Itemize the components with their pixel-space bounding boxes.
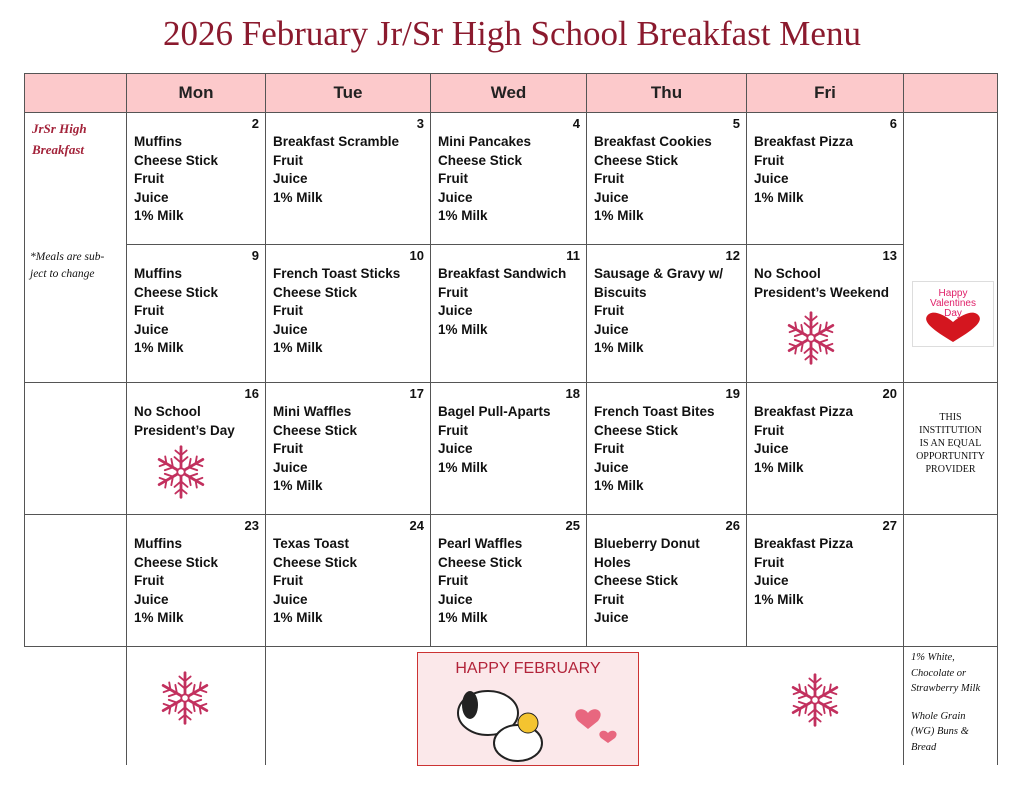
milk-line: Chocolate or <box>911 667 967 679</box>
day-cell <box>747 515 904 647</box>
menu-item: 1% Milk <box>273 189 323 205</box>
menu-item: Fruit <box>438 284 468 300</box>
day-cell <box>747 113 904 245</box>
menu-item: Juice <box>273 591 308 607</box>
snowflake-icon <box>157 667 213 734</box>
menu-item: Juice <box>754 171 789 187</box>
header-blank-left <box>25 74 127 113</box>
menu-item: Holes <box>594 554 631 570</box>
menu-item: Mini Pancakes <box>438 134 532 149</box>
menu-items <box>594 403 715 496</box>
menu-item: Cheese Stick <box>134 284 219 300</box>
menu-item: Juice <box>754 441 789 457</box>
header-blank-right <box>904 74 998 113</box>
side-title-line: JrSr High <box>32 121 87 136</box>
day-number: 26 <box>725 518 740 533</box>
menu-item: 1% Milk <box>438 321 488 337</box>
banner-cell <box>431 647 747 765</box>
menu-item: 1% Milk <box>594 340 644 356</box>
equal-opportunity-cell <box>904 383 998 515</box>
menu-item: Breakfast Sandwich <box>438 266 567 281</box>
menu-items <box>134 133 218 226</box>
day-number: 11 <box>566 248 580 263</box>
day-cell <box>127 113 266 245</box>
menu-item: Cheese Stick <box>438 554 523 570</box>
valentine-image <box>912 281 994 347</box>
menu-item: 1% Milk <box>594 208 644 224</box>
day-cell <box>431 113 587 245</box>
menu-item: 1% Milk <box>134 208 184 224</box>
meals-note-line: ject to change <box>30 268 95 280</box>
valentine-text: Valentines <box>930 298 976 309</box>
day-number: 23 <box>244 518 259 533</box>
menu-items <box>594 265 723 358</box>
header-thu: Thu <box>587 74 747 113</box>
menu-item: President’s Weekend <box>754 284 890 300</box>
eq-line: THIS <box>939 412 962 423</box>
day-number: 24 <box>409 518 424 533</box>
menu-item: 1% Milk <box>594 478 644 494</box>
day-number: 16 <box>244 386 259 401</box>
menu-item: No School <box>134 404 201 419</box>
day-cell <box>127 245 266 383</box>
day-number: 12 <box>725 248 740 263</box>
menu-item: Juice <box>273 459 308 475</box>
day-number: 5 <box>732 116 740 131</box>
happy-february-image <box>417 652 639 766</box>
day-cell <box>127 515 266 647</box>
menu-items <box>273 403 357 496</box>
day-cell <box>431 245 587 383</box>
menu-item: Breakfast Pizza <box>754 536 854 551</box>
menu-item: Fruit <box>754 554 784 570</box>
menu-item: 1% Milk <box>754 591 804 607</box>
equal-opportunity-statement <box>904 411 997 476</box>
eq-line: INSTITUTION <box>919 425 982 436</box>
snowflake-icon <box>783 307 839 374</box>
menu-item: 1% Milk <box>754 189 804 205</box>
menu-items <box>273 535 357 628</box>
menu-item: Cheese Stick <box>594 422 679 438</box>
menu-item: 1% Milk <box>438 208 488 224</box>
menu-item: Biscuits <box>594 284 647 300</box>
milk-line: 1% White, <box>911 652 955 663</box>
menu-item: Fruit <box>273 441 303 457</box>
day-number: 25 <box>565 518 580 533</box>
menu-item: Juice <box>134 189 169 205</box>
day-cell <box>266 245 431 383</box>
valentine-text: Day <box>944 308 962 319</box>
menu-item: Mini Waffles <box>273 404 352 419</box>
day-cell <box>266 383 431 515</box>
menu-item: Cheese Stick <box>594 152 679 168</box>
menu-items <box>273 133 399 207</box>
menu-item: Juice <box>594 610 629 626</box>
day-number: 17 <box>409 386 424 401</box>
milk-line: Bread <box>911 741 937 753</box>
menu-item: 1% Milk <box>754 459 804 475</box>
menu-item: French Toast Sticks <box>273 266 401 281</box>
menu-item: Fruit <box>594 171 624 187</box>
menu-item: Fruit <box>273 152 303 168</box>
menu-item: 1% Milk <box>134 610 184 626</box>
menu-item: Juice <box>438 303 473 319</box>
eq-line: PROVIDER <box>925 464 976 475</box>
day-number: 18 <box>565 386 580 401</box>
blank-cell <box>266 647 431 765</box>
menu-item: Juice <box>273 171 308 187</box>
header-wed: Wed <box>431 74 587 113</box>
menu-items <box>754 133 853 207</box>
menu-item: Cheese Stick <box>594 573 679 589</box>
menu-item: 1% Milk <box>438 459 488 475</box>
day-number: 13 <box>882 248 897 263</box>
menu-items <box>594 535 700 628</box>
menu-calendar <box>24 73 998 765</box>
day-cell <box>431 515 587 647</box>
day-number: 6 <box>889 116 897 131</box>
menu-item: Breakfast Scramble <box>273 134 400 149</box>
day-number: 2 <box>251 116 259 131</box>
menu-items <box>438 133 531 226</box>
menu-item: French Toast Bites <box>594 404 715 419</box>
menu-item: 1% Milk <box>273 340 323 356</box>
menu-items <box>754 535 853 609</box>
menu-items <box>134 265 218 358</box>
menu-item: Pearl Waffles <box>438 536 523 551</box>
header-tue: Tue <box>266 74 431 113</box>
menu-item: Fruit <box>438 171 468 187</box>
menu-item: 1% Milk <box>134 340 184 356</box>
milk-line: Strawberry Milk <box>911 683 981 694</box>
menu-item: Fruit <box>594 441 624 457</box>
menu-items <box>438 403 551 477</box>
menu-item: Fruit <box>594 303 624 319</box>
day-number: 4 <box>572 116 580 131</box>
meals-note <box>30 249 104 283</box>
side-title-line: Breakfast <box>32 142 84 157</box>
menu-item: Blueberry Donut <box>594 536 700 551</box>
menu-items <box>754 265 889 302</box>
menu-item: Muffins <box>134 536 182 551</box>
menu-item: Juice <box>273 321 308 337</box>
menu-items <box>438 265 566 339</box>
milk-line: (WG) Buns & <box>911 726 969 737</box>
menu-item: Fruit <box>754 152 784 168</box>
menu-item: Breakfast Cookies <box>594 134 712 149</box>
eq-line: OPPORTUNITY <box>916 451 985 462</box>
side-blank-cell <box>25 383 127 515</box>
valentine-text: Happy <box>938 288 968 299</box>
snowflake-icon <box>153 441 209 508</box>
menu-items <box>594 133 712 226</box>
menu-item: Fruit <box>273 573 303 589</box>
menu-item: Cheese Stick <box>273 554 358 570</box>
menu-items <box>438 535 522 628</box>
header-mon: Mon <box>127 74 266 113</box>
side-blank-cell <box>25 647 127 765</box>
menu-items <box>273 265 400 358</box>
menu-item: Juice <box>594 459 629 475</box>
milk-note-cell <box>904 647 998 765</box>
menu-item: Cheese Stick <box>273 284 358 300</box>
menu-item: Fruit <box>438 573 468 589</box>
milk-line: Whole Grain <box>911 710 966 722</box>
side-blank-cell <box>904 515 998 647</box>
day-number: 9 <box>251 248 259 263</box>
menu-item: Cheese Stick <box>438 152 523 168</box>
menu-item: Juice <box>754 573 789 589</box>
menu-item: Fruit <box>134 303 164 319</box>
menu-item: Juice <box>594 321 629 337</box>
menu-item: Breakfast Pizza <box>754 134 854 149</box>
day-cell <box>266 515 431 647</box>
page-title: 2026 February Jr/Sr High School Breakfast Menu <box>163 14 861 53</box>
menu-item: Juice <box>438 441 473 457</box>
day-number: 20 <box>882 386 897 401</box>
menu-item: Bagel Pull-Aparts <box>438 404 551 419</box>
menu-item: Fruit <box>134 573 164 589</box>
menu-item: 1% Milk <box>273 610 323 626</box>
valentine-cell <box>904 113 998 383</box>
menu-item: Fruit <box>594 591 624 607</box>
snowflake-cell <box>747 647 904 765</box>
banner-text: HAPPY FEBRUARY <box>454 660 601 677</box>
menu-item: 1% Milk <box>438 610 488 626</box>
menu-items <box>754 403 853 477</box>
menu-item: Muffins <box>134 134 182 149</box>
header-fri: Fri <box>747 74 904 113</box>
menu-item: Juice <box>134 321 169 337</box>
menu-item: Fruit <box>438 422 468 438</box>
milk-note <box>911 650 980 755</box>
day-number: 27 <box>882 518 897 533</box>
eq-line: IS AN EQUAL <box>919 438 982 449</box>
menu-item: Fruit <box>134 171 164 187</box>
side-blank-cell <box>25 515 127 647</box>
day-number: 10 <box>409 248 424 263</box>
menu-item: Juice <box>594 189 629 205</box>
menu-item: Cheese Stick <box>134 152 219 168</box>
day-cell <box>747 383 904 515</box>
menu-item: Breakfast Pizza <box>754 404 854 419</box>
menu-item: President’s Day <box>134 422 235 438</box>
day-number: 19 <box>725 386 740 401</box>
menu-item: Juice <box>438 189 473 205</box>
menu-item: Fruit <box>273 303 303 319</box>
meals-note-line: *Meals are sub- <box>30 251 105 263</box>
menu-item: 1% Milk <box>273 478 323 494</box>
menu-item: Fruit <box>754 422 784 438</box>
day-cell <box>587 383 747 515</box>
day-cell <box>431 383 587 515</box>
day-cell <box>266 113 431 245</box>
menu-items <box>134 535 218 628</box>
milk-spacer <box>911 697 980 709</box>
menu-item: Texas Toast <box>273 536 350 551</box>
day-cell <box>127 383 266 515</box>
day-cell <box>587 515 747 647</box>
side-title <box>32 118 87 160</box>
menu-item: Cheese Stick <box>134 554 219 570</box>
day-number: 3 <box>416 116 424 131</box>
menu-item: Juice <box>438 591 473 607</box>
day-cell <box>747 245 904 383</box>
menu-item: Cheese Stick <box>273 422 358 438</box>
side-label-cell <box>25 113 127 383</box>
day-cell <box>587 245 747 383</box>
menu-item: Juice <box>134 591 169 607</box>
snowflake-cell <box>127 647 266 765</box>
menu-item: Sausage & Gravy w/ <box>594 266 724 281</box>
day-cell <box>587 113 747 245</box>
menu-item: No School <box>754 266 821 281</box>
menu-item: Muffins <box>134 266 182 281</box>
snowflake-icon <box>787 669 843 736</box>
menu-items <box>134 403 235 440</box>
